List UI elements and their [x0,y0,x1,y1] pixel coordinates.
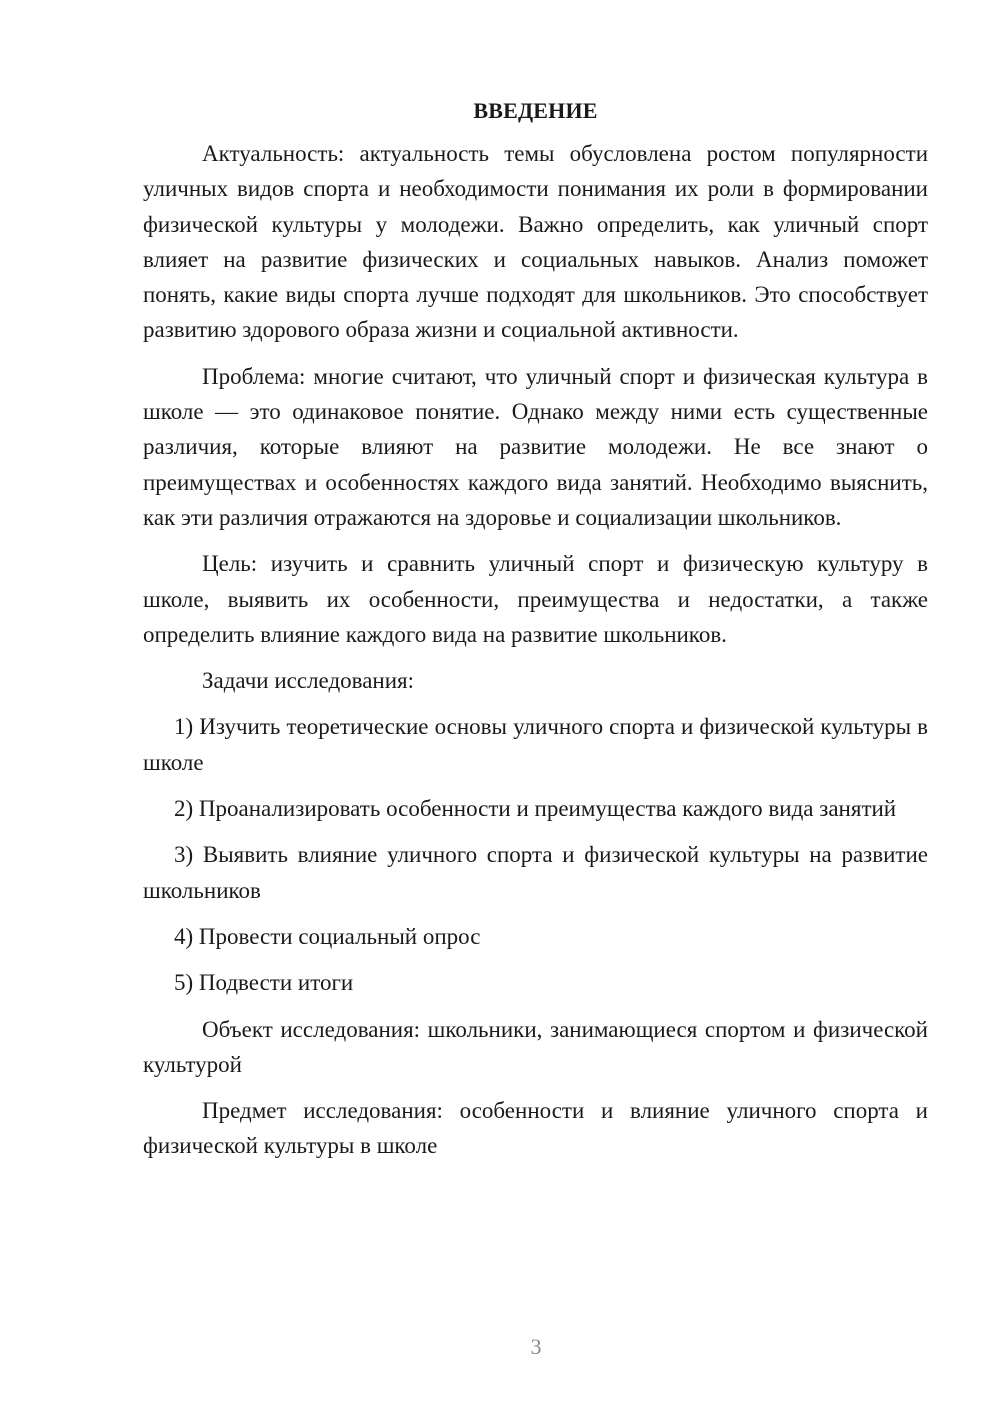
page-number: 3 [530,1334,542,1359]
task-item-3: 3) Выявить влияние уличного спорта и физической культуры на развитие школьников [143,842,928,903]
task-item-5: 5) Подвести итоги [174,970,354,996]
task-item-1: 1) Изучить теоретические основы уличного спорта и физической культуры в школе [143,714,928,775]
paragraph-relevance: Актуальность: актуальность темы обусловлена ростом популярности уличных видов спорта и необходимости понимания их роли в формировании физической культуры у молодежи. Важно определить, как уличный спорт влияет на развитие физических и социальных навыков. Анализ поможет понять, какие виды спорта лучше подходят для школьников. Это способствует развитию здорового образа жизни и социальной активности. [143,141,928,343]
section-title: ВВЕДЕНИЕ [473,98,598,123]
task-item-4: 4) Провести социальный опрос [174,923,481,949]
paragraph-goal: Цель: изучить и сравнить уличный спорт и физическую культуру в школе, выявить их особенности, преимущества и недостатки, а также определить влияние каждого вида на развитие школьников. [143,551,928,647]
document-body [143,94,928,1164]
paragraph-object: Объект исследования: школьники, занимающиеся спортом и физической культурой [143,1016,928,1077]
paragraph-subject: Предмет исследования: особенности и влияние уличного спорта и физической культуры в школе [143,1098,928,1159]
task-item-2: 2) Проанализировать особенности и преимущества каждого вида занятий [174,796,897,822]
paragraph-problem: Проблема: многие считают, что уличный спорт и физическая культура в школе — это одинаковое понятие. Однако между ними есть существенные различия, которые влияют на развитие молодежи. Не все знают о преимуществах и особенностях каждого вида занятий. Необходимо выяснить, как эти различия отражаются на здоровье и социализации школьников. [143,363,928,530]
paragraph-tasks-heading: Задачи исследования: [202,668,415,694]
